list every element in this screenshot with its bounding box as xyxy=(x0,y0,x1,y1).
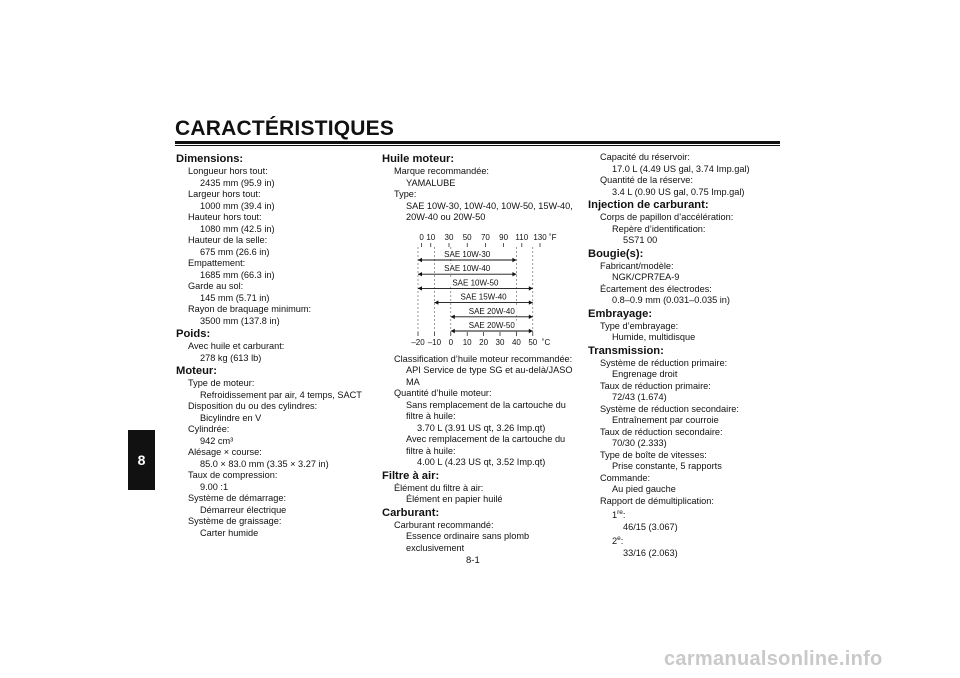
series-label: SAE 10W-40 xyxy=(444,263,491,273)
section-heading: Injection de carburant: xyxy=(588,199,709,211)
spec-line: Capacité du réservoir: xyxy=(600,152,690,162)
series-arrow-right xyxy=(529,314,533,318)
spec-line: 70/30 (2.333) xyxy=(612,438,667,448)
spec-line: Type: xyxy=(394,189,417,199)
gear-ordinal: e xyxy=(617,534,621,542)
c-tick-label: –10 xyxy=(427,337,442,347)
oil-details-section xyxy=(382,354,582,555)
spec-line: Essence ordinaire sans plomb xyxy=(406,531,530,541)
spec-line: 3500 mm (137.8 in) xyxy=(200,315,280,326)
c-tick-label: 30 xyxy=(495,337,505,347)
spec-line: 2435 mm (95.9 in) xyxy=(200,177,275,188)
spec-line: Avec remplacement de la cartouche du xyxy=(406,434,566,444)
f-tick-label: 30 xyxy=(444,232,454,242)
spec-line: 278 kg (613 lb) xyxy=(200,352,262,363)
page-number: 8-1 xyxy=(466,555,480,566)
spec-line: Élément du filtre à air: xyxy=(394,482,484,493)
spec-line: Carter humide xyxy=(200,527,259,538)
section-heading: Embrayage: xyxy=(588,307,653,320)
spec-line: 17.0 L (4.49 US gal, 3.74 Imp.gal) xyxy=(612,163,750,174)
spec-line: Cylindrée: xyxy=(188,424,230,434)
c-tick-label: 10 xyxy=(462,337,472,347)
spec-line: filtre à huile: xyxy=(406,411,456,421)
series-arrow-left xyxy=(434,300,438,304)
spec-line: Engrenage droit xyxy=(612,369,678,379)
spec-line: YAMALUBE xyxy=(406,177,456,188)
c-tick-label: 40 xyxy=(511,337,521,347)
spec-line: Avec huile et carburant: xyxy=(188,341,285,351)
spec-line: Classification d’huile moteur recommandée: xyxy=(394,353,573,364)
spec-line: Rayon de braquage minimum: xyxy=(188,304,312,314)
spec-line: Quantité d’huile moteur: xyxy=(394,388,492,398)
watermark: carmanualsonline.info xyxy=(664,648,883,670)
spec-line: Rapport de démultiplication: xyxy=(600,495,714,506)
spec-line: Quantité de la réserve: xyxy=(600,175,693,185)
section-heading: Moteur: xyxy=(176,365,218,377)
spec-line: 0.8–0.9 mm (0.031–0.035 in) xyxy=(612,295,730,305)
spec-line: Prise constante, 5 rapports xyxy=(612,461,722,471)
series-label: SAE 20W-50 xyxy=(468,320,515,330)
gear-ordinal: re xyxy=(617,508,623,516)
spec-line: Bicylindre en V xyxy=(200,412,262,423)
spec-column-1 xyxy=(176,152,366,539)
gear-ratio: 33/16 (2.063) xyxy=(623,547,678,558)
c-tick-label: 20 xyxy=(479,337,489,347)
spec-line: Humide, multidisque xyxy=(612,332,696,342)
spec-line: Refroidissement par air, 4 temps, SACT xyxy=(200,389,362,400)
spec-line: Élément en papier huilé xyxy=(406,494,503,504)
gear-label: 1re: xyxy=(612,508,626,520)
spec-line: Marque recommandée: xyxy=(394,166,489,176)
spec-line: MA xyxy=(406,376,420,387)
gear-number: 1 xyxy=(612,510,618,520)
spec-line: Taux de réduction secondaire: xyxy=(600,426,723,437)
f-tick-label: 10 xyxy=(426,232,436,242)
spec-line: API Service de type SG et au-delà/JASO xyxy=(406,365,573,375)
spec-line: Carburant recommandé: xyxy=(394,519,494,530)
spec-line: Entraînement par courroie xyxy=(612,415,719,425)
spec-line: 85.0 × 83.0 mm (3.35 × 3.27 in) xyxy=(200,458,329,469)
series-arrow-right xyxy=(512,272,516,276)
spec-line: Largeur hors tout: xyxy=(188,189,261,199)
spec-line: Corps de papillon d’accélération: xyxy=(600,212,734,222)
title-rule xyxy=(175,141,780,144)
series-arrow-left xyxy=(418,272,422,276)
spec-line: Type de moteur: xyxy=(188,378,255,388)
spec-line: Repère d’identification: xyxy=(612,223,706,234)
c-tick-label: 0 xyxy=(448,337,454,347)
spec-line: SAE 10W-30, 10W-40, 10W-50, 15W-40, xyxy=(406,200,573,211)
spec-line: Au pied gauche xyxy=(612,484,676,494)
spec-line: Sans remplacement de la cartouche du xyxy=(406,399,566,410)
f-tick-label: 130 xyxy=(533,232,547,242)
series-arrow-right xyxy=(529,286,533,290)
spec-line: Système de graissage: xyxy=(188,516,282,526)
series-label: SAE 15W-40 xyxy=(460,292,507,302)
section-heading: Dimensions: xyxy=(176,153,244,165)
spec-line: Hauteur hors tout: xyxy=(188,212,262,222)
spec-line: 145 mm (5.71 in) xyxy=(200,292,270,303)
spec-line: 72/43 (1.674) xyxy=(612,392,667,402)
spec-line: 20W-40 ou 20W-50 xyxy=(406,212,486,222)
gear-label: 2e: xyxy=(612,534,624,546)
spec-line: Alésage × course: xyxy=(188,447,262,457)
spec-line: 9.00 :1 xyxy=(200,481,229,492)
spec-line: 675 mm (26.6 in) xyxy=(200,246,270,257)
spec-line: filtre à huile: xyxy=(406,445,456,456)
spec-line: 5S71 00 xyxy=(623,235,658,245)
spec-line: 1000 mm (39.4 in) xyxy=(200,200,275,211)
oil-viscosity-chart xyxy=(382,228,582,350)
spec-line: 1685 mm (66.3 in) xyxy=(200,269,275,280)
spec-line: Type d’embrayage: xyxy=(600,320,679,331)
spec-line: exclusivement xyxy=(406,542,465,553)
c-unit-label: ˚C xyxy=(541,337,551,347)
engine-oil-section xyxy=(382,153,582,224)
c-tick-label: 50 xyxy=(528,337,538,347)
series-label: SAE 20W-40 xyxy=(468,306,515,316)
fuel-transmission-section xyxy=(588,152,788,507)
series-arrow-right xyxy=(512,257,516,261)
f-tick-label: 0 xyxy=(419,232,424,242)
spec-line: Type de boîte de vitesses: xyxy=(600,449,707,460)
title-rule-thin xyxy=(175,145,780,146)
spec-line: Commande: xyxy=(600,472,651,483)
spec-line: Écartement des électrodes: xyxy=(600,283,712,294)
chapter-tab[interactable]: 8 xyxy=(128,430,155,490)
gear-number: 2 xyxy=(612,536,618,546)
series-arrow-left xyxy=(451,328,455,332)
spec-line: 3.4 L (0.90 US gal, 0.75 Imp.gal) xyxy=(612,186,745,197)
f-tick-label: 70 xyxy=(480,232,490,242)
section-heading: Huile moteur: xyxy=(382,153,455,165)
section-heading: Filtre à air: xyxy=(382,469,440,482)
c-tick-label: –20 xyxy=(411,337,425,347)
series-label: SAE 10W-30 xyxy=(444,249,491,259)
f-tick-label: 50 xyxy=(462,232,472,242)
spec-line: NGK/CPR7EA-9 xyxy=(612,272,680,282)
spec-line: 4.00 L (4.23 US qt, 3.52 Imp.qt) xyxy=(417,457,546,467)
spec-line: Disposition du ou des cylindres: xyxy=(188,401,318,411)
series-arrow-left xyxy=(418,286,422,290)
spec-column-3 xyxy=(588,152,788,559)
spec-line: Empattement: xyxy=(188,258,246,268)
series-arrow-left xyxy=(451,314,455,318)
spec-line: Système de réduction secondaire: xyxy=(600,403,739,414)
spec-line: Garde au sol: xyxy=(188,281,244,291)
spec-line: 1080 mm (42.5 in) xyxy=(200,223,275,234)
page-title: CARACTÉRISTIQUES xyxy=(175,117,395,140)
f-tick-label: 110 xyxy=(515,232,529,242)
spec-line: Système de réduction primaire: xyxy=(600,357,728,368)
gear-ratios xyxy=(588,510,788,559)
section-heading: Poids: xyxy=(176,328,211,340)
f-tick-label: 90 xyxy=(499,232,509,242)
section-heading: Transmission: xyxy=(588,344,664,357)
spec-column-2 xyxy=(382,152,582,554)
spec-line: Taux de réduction primaire: xyxy=(600,380,711,391)
section-heading: Bougie(s): xyxy=(588,247,644,260)
spec-line: Système de démarrage: xyxy=(188,493,287,503)
spec-line: Hauteur de la selle: xyxy=(188,235,268,245)
spec-line: 3.70 L (3.91 US qt, 3.26 Imp.qt) xyxy=(417,422,546,433)
series-arrow-right xyxy=(529,328,533,332)
spec-line: Longueur hors tout: xyxy=(188,166,268,176)
spec-line: Démarreur électrique xyxy=(200,504,287,515)
series-arrow-left xyxy=(418,257,422,261)
spec-line: Fabricant/modèle: xyxy=(600,260,674,271)
f-unit-label: ˚F xyxy=(549,232,557,242)
gear-ratio: 46/15 (3.067) xyxy=(623,521,678,532)
series-label: SAE 10W-50 xyxy=(452,277,499,287)
oil-viscosity-chart-svg xyxy=(382,228,582,350)
section-heading: Carburant: xyxy=(382,506,440,519)
spec-line: 942 cm³ xyxy=(200,435,234,446)
spec-line: Taux de compression: xyxy=(188,470,278,480)
series-arrow-right xyxy=(529,300,533,304)
